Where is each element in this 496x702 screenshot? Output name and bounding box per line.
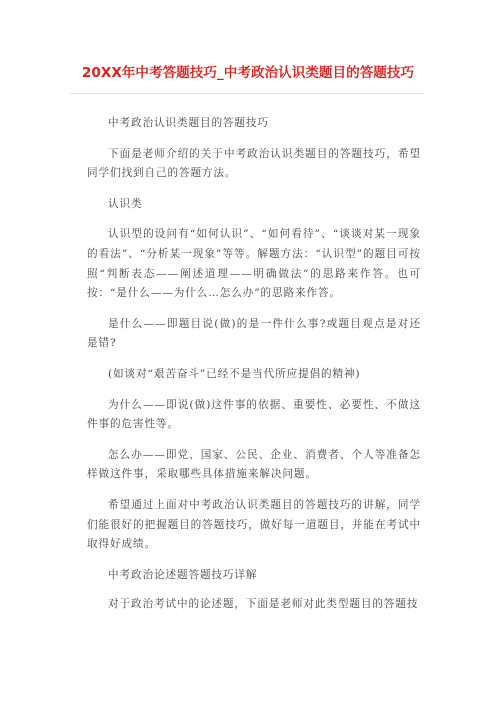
paragraph-next-intro: 对于政治考试中的论述题，下面是老师对此类型题目的答题技 xyxy=(108,598,419,611)
document-title: 20XX年中考答题技巧_中考政治认识类题目的答题技巧 xyxy=(81,65,415,81)
paragraph-section-label: 认识类 xyxy=(108,197,143,210)
document-body xyxy=(87,114,421,626)
paragraph-intro: 下面是老师介绍的关于中考政治认识类题目的答题技巧，希望同学们找到自己的答题方法。 xyxy=(87,147,421,180)
paragraph-heading: 中考政治认识类题目的答题技巧 xyxy=(108,117,269,129)
paragraph-method: 认识型的设问有“如何认识”、“如何看待”、“谈谈对某一现象的看法”、“分析某一现象”等等。解题方法：“认识型”的题目可按照“判断表态——阐述道理——明确做法”的思路来作答。也可按：“是什么——为什么…怎么办”的思路来作答。 xyxy=(87,228,421,300)
paragraph-how: 怎么办——即党、国家、公民、企业、消费者、个人等准备怎样做这件事，采取哪些具体措施来解决问题。 xyxy=(87,448,421,481)
paragraph-what: 是什么——即题目说(做)的是一件什么事?或题目观点是对还是错? xyxy=(87,317,421,350)
paragraph-conclusion: 希望通过上面对中考政治认识类题目的答题技巧的讲解，同学们能很好的把握题目的答题技巧，做好每一道题目，并能在考试中取得好成绩。 xyxy=(87,498,421,551)
paragraph-example: (如谈对“艰苦奋斗”已经不是当代所应提倡的精神) xyxy=(108,367,361,380)
paragraph-next-heading: 中考政治论述题答题技巧详解 xyxy=(108,568,258,581)
paragraph-why: 为什么——即说(做)这件事的依据、重要性、必要性、不做这件事的危害性等。 xyxy=(87,398,421,431)
title-divider xyxy=(70,93,424,94)
